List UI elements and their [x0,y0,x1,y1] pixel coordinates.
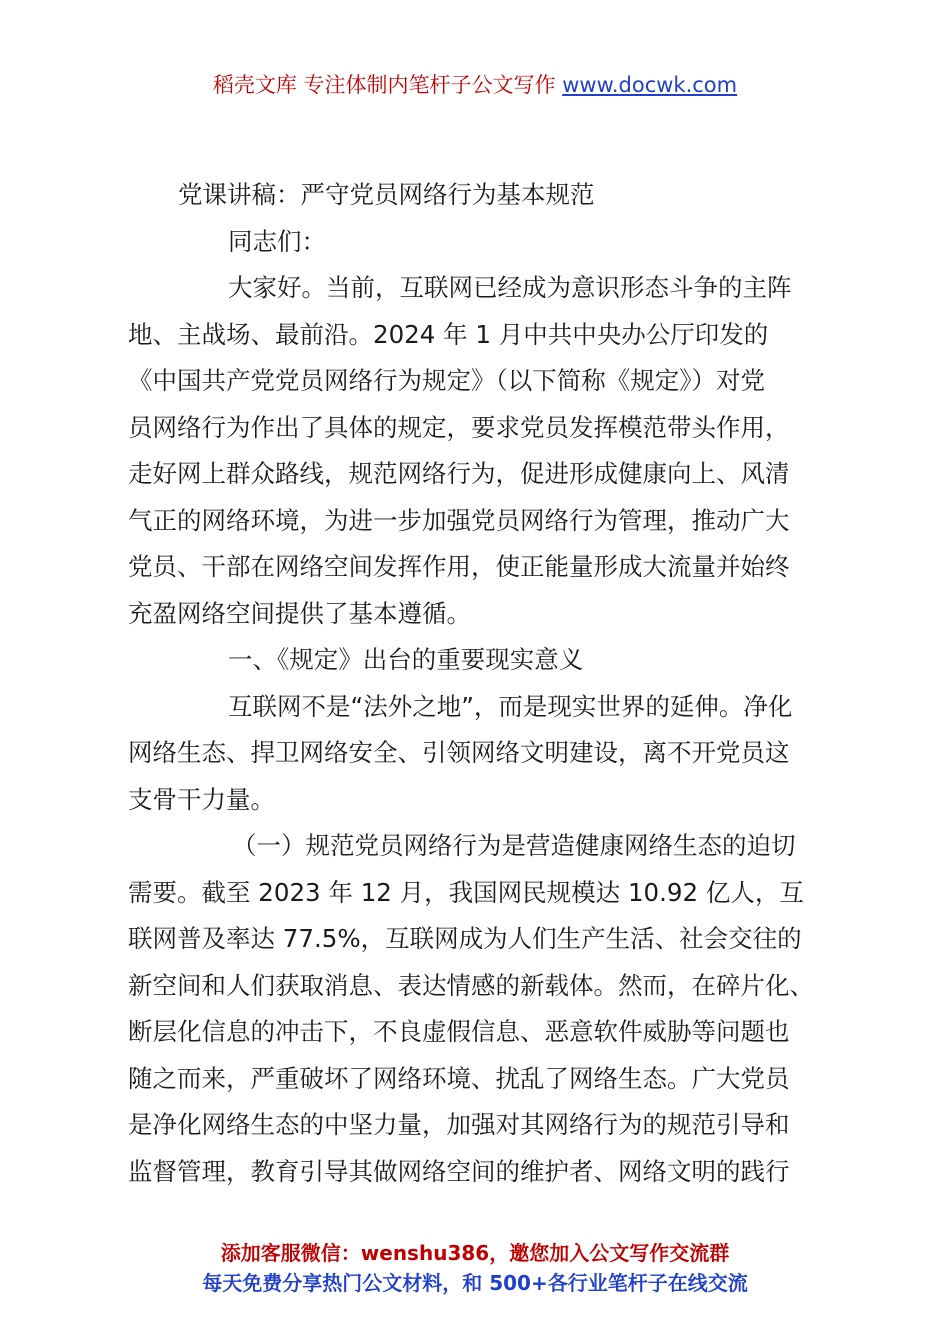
document-title: 党课讲稿：严守党员网络行为基本规范 [178,180,595,209]
paragraph-line: 支骨干力量。 [128,784,275,814]
paragraph-line: 网络生态、捍卫网络安全、引领网络文明建设，离不开党员这 [128,738,790,767]
site-name: 稻壳文库 专注体制内笔杆子公文写作 [212,73,556,97]
paragraph-line: 随之而来，严重破坏了网络环境、扰乱了网络生态。广大党员 [128,1063,790,1093]
paragraph-line: 监督管理，教育引导其做网络空间的维护者、网络文明的践行 [128,1156,790,1186]
site-url-link[interactable]: www.docwk.com [562,73,738,97]
paragraph-line: 是净化网络生态的中坚力量，加强对其网络行为的规范引导和 [128,1110,790,1139]
footer-contact-line: 添加客服微信：wenshu386，邀您加入公文写作交流群 [220,1241,730,1265]
page-header [0,70,950,100]
paragraph-line: 气正的网络环境，为进一步加强党员网络行为管理，推动广大 [128,505,790,535]
paragraph-line: 党员、干部在网络空间发挥作用，使正能量形成大流量并始终 [128,552,790,581]
paragraph-line: 联网普及率达 77.5%，互联网成为人们生产生活、社会交往的 [128,924,802,953]
page-footer [0,1238,950,1298]
paragraph-line: 《中国共产党党员网络行为规定》（以下简称《规定》）对党 [128,366,765,395]
paragraph-line: 互联网不是“法外之地”，而是现实世界的延伸。净化 [228,691,793,721]
section-heading: 一、《规定》出台的重要现实意义 [228,645,584,674]
paragraph-line: 员网络行为作出了具体的规定，要求党员发挥模范带头作用， [128,412,790,442]
paragraph-line: 大家好。当前，互联网已经成为意识形态斗争的主阵 [228,273,792,302]
document-body [128,172,830,1195]
salutation: 同志们： [228,226,326,256]
paragraph-line: 新空间和人们获取消息、表达情感的新载体。然而，在碎片化、 [128,970,814,1000]
subsection-line: （一）规范党员网络行为是营造健康网络生态的迫切 [232,831,796,860]
paragraph-line: 走好网上群众路线，规范网络行为，促进形成健康向上、风清 [128,459,790,488]
paragraph-line: 断层化信息的冲击下，不良虚假信息、恶意软件威胁等问题也 [128,1017,790,1046]
footer-promo-line: 每天免费分享热门公文材料，和 500+各行业笔杆子在线交流 [202,1271,748,1295]
paragraph-line: 地、主战场、最前沿。2024 年 1 月中共中央办公厅印发的 [128,319,769,349]
paragraph-line: 需要。截至 2023 年 12 月，我国网民规模达 10.92 亿人，互 [128,877,804,907]
paragraph-line: 充盈网络空间提供了基本遵循。 [128,598,471,628]
